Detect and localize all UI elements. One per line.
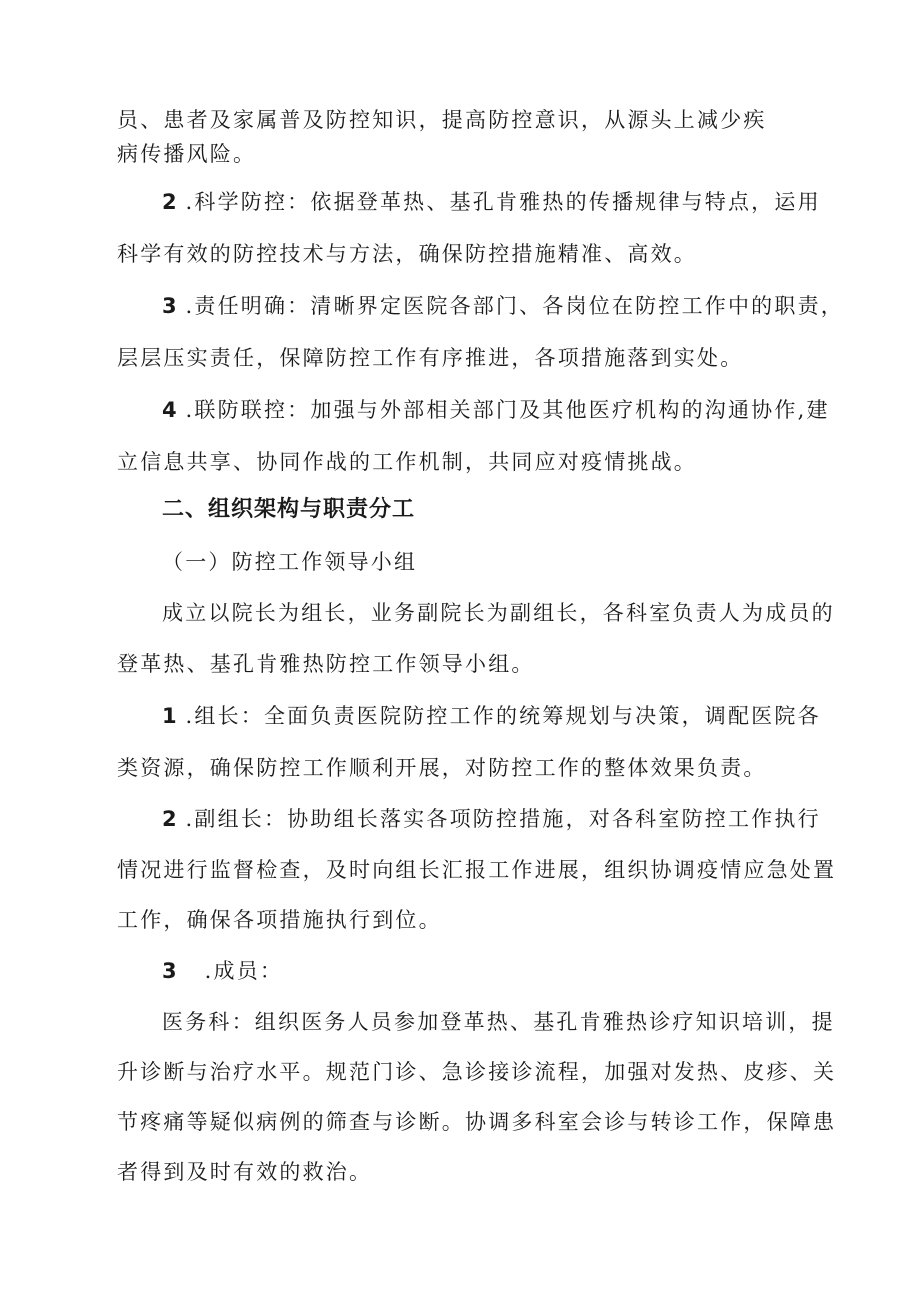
- paragraph-text: .责任明确：清晰界定医院各部门、各岗位在防控工作中的职责，: [176, 294, 844, 318]
- list-number: 2: [162, 190, 177, 214]
- paragraph-line: 类资源，确保防控工作顺利开展，对防控工作的整体效果负责。: [117, 756, 767, 780]
- list-item-3: [162, 292, 844, 320]
- list-number: 3: [162, 959, 177, 983]
- paragraph-line: 层层压实责任，保障防控工作有序推进，各项措施落到实处。: [117, 346, 744, 370]
- section-heading: 二、组织架构与职责分工: [162, 497, 416, 522]
- paragraph-line: 病传播风险。: [117, 142, 257, 166]
- list-item-2: [162, 188, 821, 216]
- list-number: 1: [162, 704, 177, 728]
- paragraph-line: 登革热、基孔肯雅热防控工作领导小组。: [117, 652, 535, 676]
- subsection-heading: （一）防控工作领导小组: [162, 550, 418, 574]
- paragraph-line: 科学有效的防控技术与方法，确保防控措施精准、高效。: [117, 242, 697, 266]
- paragraph-text: .科学防控：依据登革热、基孔肯雅热的传播规律与特点，运用: [176, 190, 821, 214]
- paragraph-line: 成立以院长为组长，业务副院长为副组长，各科室负责人为成员的: [162, 601, 835, 625]
- paragraph-line: 工作，确保各项措施执行到位。: [117, 908, 442, 932]
- paragraph-line: 情况进行监督检查，及时向组长汇报工作进展，组织协调疫情应急处置: [117, 858, 837, 882]
- paragraph-line: 节疼痛等疑似病例的筛查与诊断。协调多科室会诊与转诊工作，保障患: [117, 1110, 837, 1134]
- paragraph-line: 员、患者及家属普及防控知识，提高防控意识，从源头上减少疾: [117, 108, 767, 132]
- paragraph-text: .成员：: [204, 959, 284, 983]
- list-number: 3: [162, 294, 177, 318]
- list-item-2: [162, 805, 821, 833]
- list-item-4: [162, 396, 830, 424]
- paragraph-line: 医务科：组织医务人员参加登革热、基孔肯雅热诊疗知识培训，提: [162, 1010, 835, 1034]
- list-item-3: [162, 957, 283, 985]
- list-item-1: [162, 702, 821, 730]
- paragraph-text: .联防联控：加强与外部相关部门及其他医疗机构的沟通协作,建: [176, 398, 830, 422]
- list-number: 4: [162, 398, 177, 422]
- paragraph-line: 者得到及时有效的救治。: [117, 1160, 373, 1184]
- paragraph-text: .组长：全面负责医院防控工作的统筹规划与决策，调配医院各: [176, 704, 821, 728]
- paragraph-line: 立信息共享、协同作战的工作机制，共同应对疫情挑战。: [117, 450, 697, 474]
- list-number: 2: [162, 807, 177, 831]
- paragraph-text: .副组长：协助组长落实各项防控措施，对各科室防控工作执行: [176, 807, 821, 831]
- paragraph-line: 升诊断与治疗水平。规范门诊、急诊接诊流程，加强对发热、皮疹、关: [117, 1060, 837, 1084]
